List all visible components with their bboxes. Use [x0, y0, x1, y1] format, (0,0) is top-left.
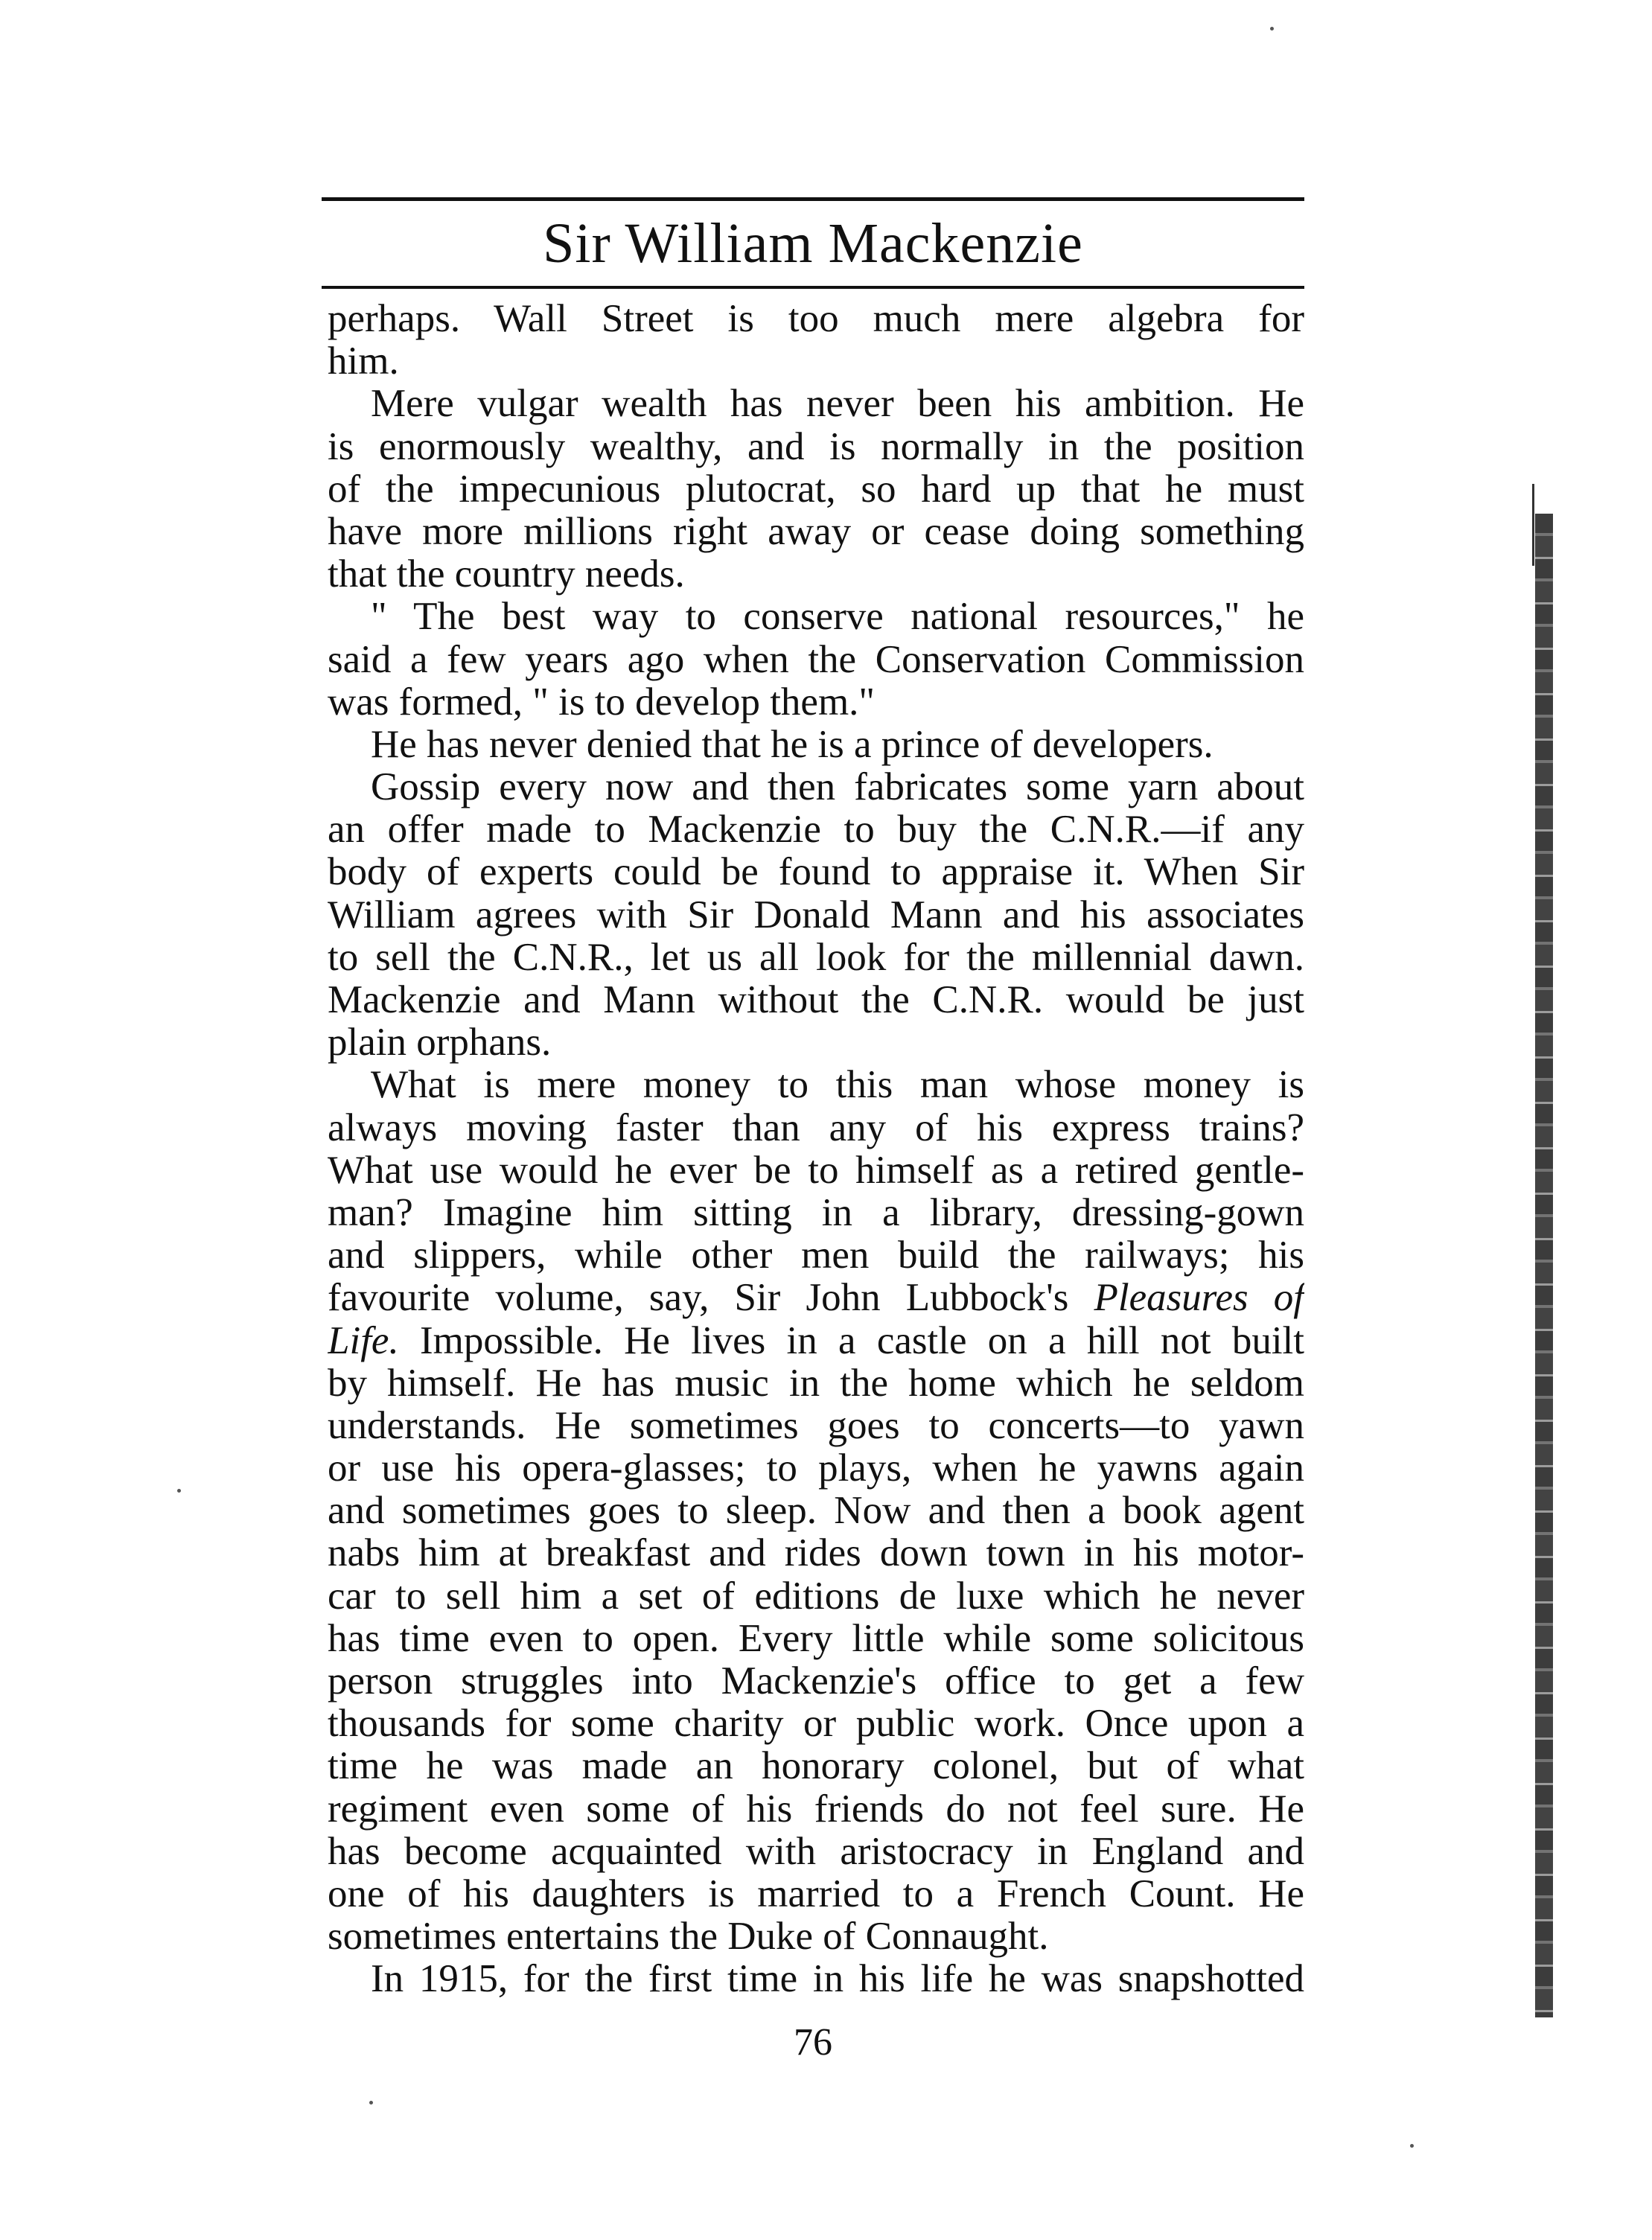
- text-line: Mere vulgar wealth has never been his ambition. He: [371, 383, 1304, 426]
- text-line: sometimes entertains the Duke of Connaught.: [328, 1915, 1049, 1959]
- text-run: favourite volume, say, Sir John Lubbock's: [328, 1277, 1069, 1320]
- text-line: [328, 1320, 1304, 1362]
- page-number: 76: [794, 2021, 832, 2064]
- text-line: perhaps. Wall Street is too much mere algebra for: [328, 298, 1304, 340]
- text-line: to sell the C.N.R., let us all look for the millennial dawn.: [328, 936, 1304, 979]
- scan-speck: [369, 2101, 373, 2105]
- text-line: " The best way to conserve national resources," he: [371, 596, 1304, 639]
- text-line: He has never denied that he is a prince of developers.: [371, 723, 1214, 766]
- text-line: person struggles into Mackenzie's office to get a few: [328, 1660, 1304, 1703]
- text-line: [328, 1277, 1304, 1319]
- text-line: was formed, " is to develop them.": [328, 680, 876, 724]
- text-line: has become acquainted with aristocracy in England and: [328, 1830, 1304, 1873]
- text-line: regiment even some of his friends do not feel sure. He: [328, 1787, 1304, 1831]
- text-line: said a few years ago when the Conservation Commission: [328, 638, 1304, 681]
- running-title: Sir William Mackenzie: [543, 212, 1083, 275]
- text-line: by himself. He has music in the home which he seldom: [328, 1362, 1304, 1405]
- text-line: car to sell him a set of editions de luxe which he never: [328, 1574, 1304, 1618]
- header-rule-top: [322, 197, 1304, 201]
- text-line: is enormously wealthy, and is normally in the position: [328, 425, 1304, 468]
- book-title-italic: Life.: [328, 1319, 399, 1362]
- text-line: an offer made to Mackenzie to buy the C.N.R.—if any: [328, 808, 1304, 852]
- text-run: Impossible. He lives in a castle on a hill not built: [398, 1319, 1304, 1362]
- text-line: him.: [328, 340, 399, 383]
- scan-speck: [1270, 27, 1274, 31]
- text-line: nabs him at breakfast and rides down town in his motor-: [328, 1532, 1304, 1575]
- text-line: has time even to open. Every little while some solicitous: [328, 1617, 1304, 1660]
- text-line: William agrees with Sir Donald Mann and his associates: [328, 893, 1304, 936]
- text-line: plain orphans.: [328, 1021, 552, 1065]
- text-line: of the impecunious plutocrat, so hard up that he must: [328, 468, 1304, 511]
- text-line: that the country needs.: [328, 553, 685, 596]
- binding-edge-shadow: [1535, 514, 1553, 2017]
- text-line: understands. He sometimes goes to concerts—to yawn: [328, 1404, 1304, 1447]
- text-line: time he was made an honorary colonel, but of what: [328, 1745, 1304, 1788]
- book-title-italic: Pleasures of: [1094, 1277, 1304, 1320]
- text-line: Gossip every now and then fabricates some yarn about: [371, 766, 1304, 809]
- text-line: one of his daughters is married to a French Count. He: [328, 1872, 1304, 1915]
- binding-edge-mark: [1532, 484, 1534, 566]
- text-line: Mackenzie and Mann without the C.N.R. would be just: [328, 979, 1304, 1021]
- text-line: or use his opera-glasses; to plays, when he yawns again: [328, 1447, 1304, 1490]
- text-line: In 1915, for the first time in his life he was snapshotted: [371, 1958, 1304, 2001]
- text-line: and sometimes goes to sleep. Now and then a book agent: [328, 1490, 1304, 1533]
- header-rule-bottom: [322, 286, 1304, 289]
- text-line: thousands for some charity or public work. Once upon a: [328, 1703, 1304, 1746]
- text-line: What is mere money to this man whose money is: [371, 1064, 1304, 1107]
- text-line: body of experts could be found to appraise it. When Sir: [328, 851, 1304, 894]
- body-text: [328, 298, 1304, 2001]
- scan-speck: [177, 1489, 181, 1493]
- text-line: have more millions right away or cease doing something: [328, 510, 1304, 553]
- text-line: always moving faster than any of his express trains?: [328, 1106, 1304, 1149]
- text-line: What use would he ever be to himself as a retired gentle-: [328, 1149, 1304, 1192]
- text-line: man? Imagine him sitting in a library, dressing-gown: [328, 1191, 1304, 1234]
- text-line: and slippers, while other men build the railways; his: [328, 1234, 1304, 1277]
- scan-speck: [1410, 2144, 1414, 2148]
